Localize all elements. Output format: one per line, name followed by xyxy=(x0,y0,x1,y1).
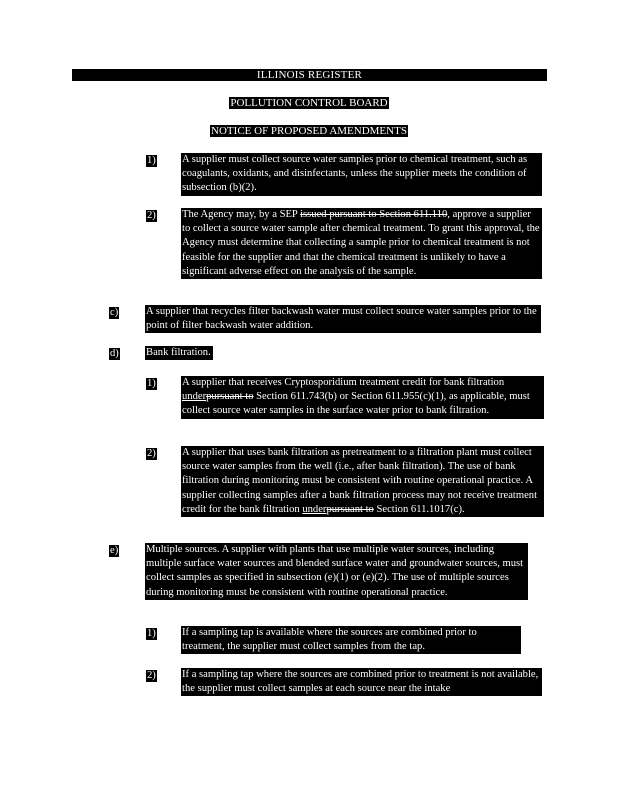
item-b1-text: A supplier must collect source water samples prior to chemical treatment, such as coagulants, oxidants, and disinfectants, unless the supplier meets the condition of subsection (b)(2). xyxy=(181,153,542,196)
item-d2-struck: pursuant to xyxy=(326,503,374,515)
item-d-label: d) xyxy=(110,348,119,359)
item-d1-underlined: under xyxy=(182,391,207,403)
item-e2-text: If a sampling tap where the sources are combined prior to treatment is not available, the supplier must collect samples at each source near the intake xyxy=(181,668,542,696)
item-b2-struck: issued pursuant to Section 611.110 xyxy=(300,209,448,220)
register-title: ILLINOIS REGISTER xyxy=(256,69,363,81)
item-b2-post: , approve a supplier to collect a source water sample after chemical treatment. To grant this approval, the Agency must determine that collecting a sample prior to chemical treatment is not feasible for the supplier and that the chemical treatment is unlikely to have a significant adverse effect on the analysis of the sample. xyxy=(182,209,540,277)
notice-title: NOTICE OF PROPOSED AMENDMENTS xyxy=(211,125,407,137)
item-d1-pre: A supplier that receives Cryptosporidium treatment credit for bank filtration xyxy=(182,377,505,388)
item-d2-underlined: under xyxy=(302,503,327,515)
item-e1-label: 1) xyxy=(147,628,156,639)
board-title: POLLUTION CONTROL BOARD xyxy=(230,97,388,109)
item-b2-label: 2) xyxy=(147,210,156,221)
item-d1-label: 1) xyxy=(147,378,156,389)
item-d1-text xyxy=(181,376,544,419)
item-e-text: Multiple sources. A supplier with plants that use multiple water sources, including multiple surface water sources and blended surface water and groundwater sources, must collect samples as specified in subsection (e)(1) or (e)(2). The use of multiple sources during monitoring must be consistent with routine operational practice. xyxy=(145,543,528,600)
board-title-row xyxy=(0,97,618,110)
item-c-text: A supplier that recycles filter backwash water must collect source water samples prior to the point of filter backwash water addition. xyxy=(145,305,541,333)
item-d2-text xyxy=(181,446,544,517)
item-e2-label: 2) xyxy=(147,670,156,681)
item-b1-label: 1) xyxy=(147,155,156,166)
item-d2-pre: A supplier that uses bank filtration as pretreatment to a filtration plant must collect source water samples from the well (i.e., after bank filtration). The use of bank filtration during monitoring must be consistent with routine operational practice. A supplier collecting samples after a bank filtration process may not receive treatment credit for the bank filtration xyxy=(182,447,538,515)
item-d1-struck: pursuant to xyxy=(206,391,254,403)
item-b2-text xyxy=(181,208,542,279)
item-d2-label: 2) xyxy=(147,448,156,459)
register-header xyxy=(72,69,547,81)
item-d1-post: Section 611.743(b) or Section 611.955(c)(1), as applicable, must collect source water samples in the surface water prior to bank filtration. xyxy=(182,391,530,417)
item-e1-text: If a sampling tap is available where the sources are combined prior to treatment, the supplier must collect samples from the tap. xyxy=(181,626,521,654)
item-d2-post: Section 611.1017(c). xyxy=(373,503,465,515)
item-e-label: e) xyxy=(110,545,119,556)
notice-title-row xyxy=(0,125,618,138)
item-d-text: Bank filtration. xyxy=(145,346,213,360)
item-c-label: c) xyxy=(110,307,119,318)
item-b2-pre: The Agency may, by a SEP xyxy=(182,209,301,220)
